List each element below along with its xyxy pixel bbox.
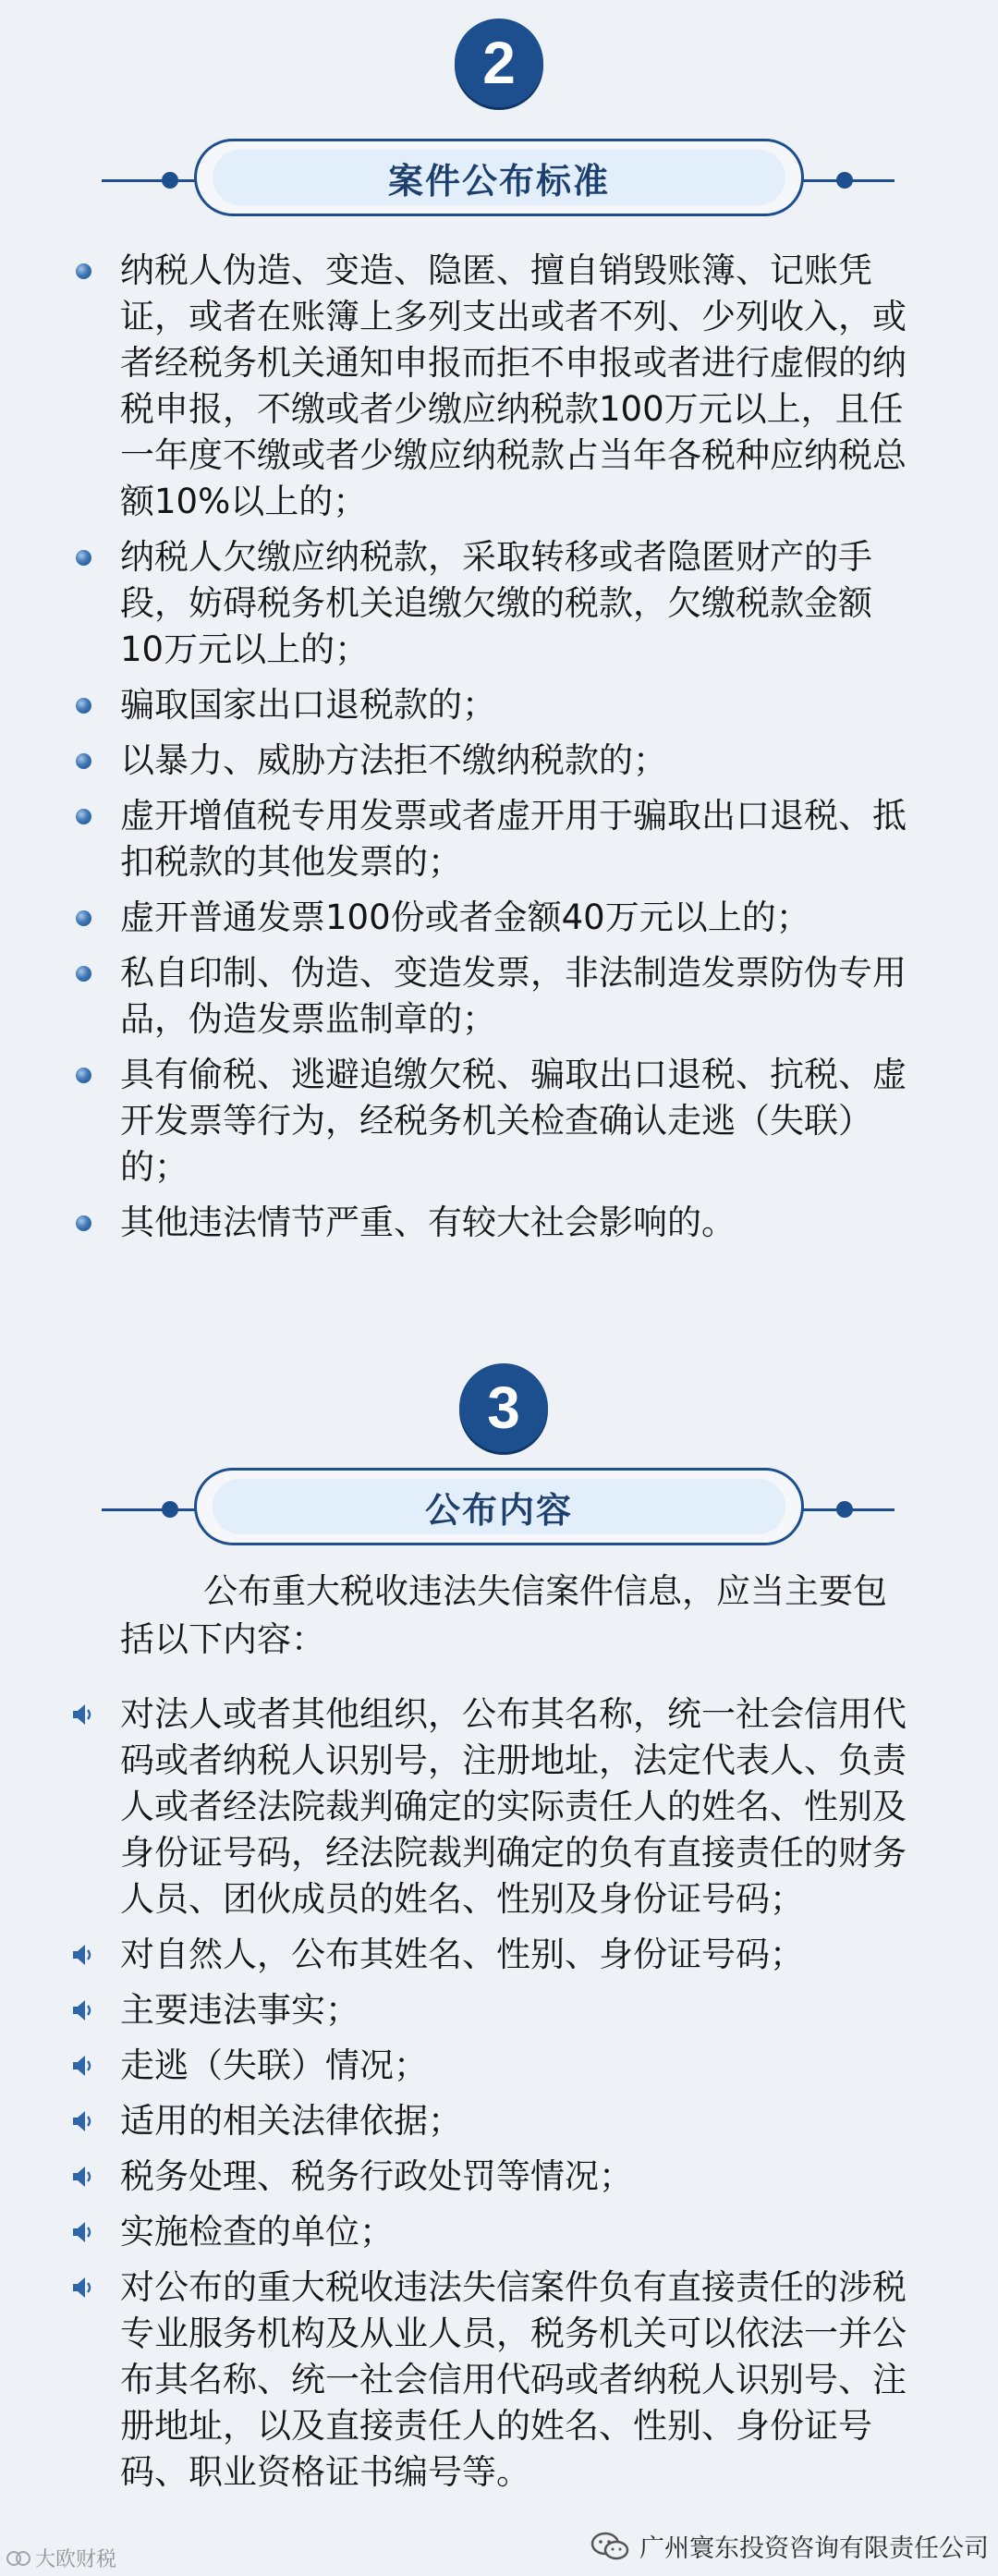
watermark-logo-icon [6, 2548, 31, 2569]
list-item [120, 2154, 915, 2200]
watermark-text: 大欧财税 [35, 2548, 117, 2571]
list-item-text: 其他违法情节严重、有较大社会影响的。 [120, 1203, 736, 1242]
dot-bullet-icon [76, 263, 91, 279]
speaker-bullet-icon [72, 1998, 94, 2022]
list-item-text: 对自然人，公布其姓名、性别、身份证号码； [120, 1935, 804, 1974]
wechat-icon [590, 2530, 630, 2563]
content-list [120, 1691, 915, 2505]
list-item-text: 走逃（失联）情况； [120, 2045, 428, 2085]
dot-bullet-icon [76, 966, 91, 982]
account-name: 广州寰东投资咨询有限责任公司 [639, 2534, 989, 2563]
section-title-banner [0, 139, 998, 222]
list-item-text: 纳税人伪造、变造、隐匿、擅自销毁账簿、记账凭证，或者在账簿上多列支出或者不列、少列收入，或者经税务机关通知申报而拒不申报或者进行虚假的纳税申报，不缴或者少缴应纳税款100万元以上，且任一年度不缴或者少缴应纳税款占当年各税种应纳税总额10%以上的； [120, 250, 907, 521]
dot-bullet-icon [76, 698, 91, 714]
section-number-badge [455, 18, 543, 107]
banner-dot-left [162, 172, 178, 189]
list-item-text: 纳税人欠缴应纳税款，采取转移或者隐匿财产的手段，妨碍税务机关追缴欠缴的税款，欠缴税款金额10万元以上的； [120, 537, 872, 669]
banner-dot-right [836, 1501, 853, 1518]
list-item-text: 虚开增值税专用发票或者虚开用于骗取出口退税、抵扣税款的其他发票的； [120, 796, 907, 882]
dot-bullet-icon [76, 753, 91, 769]
list-item-text: 对法人或者其他组织，公布其名称，统一社会信用代码或者纳税人识别号，注册地址，法定代表人、负责人或者经法院裁判确定的实际责任人的姓名、性别及身份证号码，经法院裁判确定的负有直接责任的财务人员、团伙成员的姓名、性别及身份证号码； [120, 1694, 907, 1919]
section-title-banner [0, 1468, 998, 1551]
list-item-text: 主要违法事实； [120, 1990, 359, 2030]
speaker-bullet-icon [72, 2276, 94, 2300]
list-item [120, 1052, 915, 1190]
section-intro: 公布重大税收违法失信案件信息，应当主要包括以下内容： [120, 1571, 887, 1659]
section-title: 公布内容 [213, 1479, 785, 1534]
banner-line-left [102, 1508, 196, 1511]
dot-bullet-icon [76, 1215, 91, 1231]
section-title: 案件公布标准 [213, 150, 785, 205]
account-attribution [590, 2528, 989, 2564]
list-item [120, 1932, 915, 1978]
list-item [120, 682, 915, 728]
section-number: 2 [482, 30, 516, 96]
list-item [120, 2043, 915, 2089]
list-item [120, 1691, 915, 1923]
list-item-text: 适用的相关法律依据； [120, 2101, 462, 2141]
banner-dot-right [836, 172, 853, 189]
list-item [120, 248, 915, 525]
dot-bullet-icon [76, 550, 91, 566]
banner-dot-left [162, 1501, 178, 1518]
list-item [120, 2265, 915, 2496]
list-item [120, 534, 915, 673]
list-item [120, 793, 915, 885]
speaker-bullet-icon [72, 2165, 94, 2189]
section-number: 3 [487, 1374, 520, 1441]
list-item [120, 2209, 915, 2255]
criteria-list [120, 248, 915, 1255]
speaker-bullet-icon [72, 1943, 94, 1967]
speaker-bullet-icon [72, 1703, 94, 1727]
list-item-text: 私自印制、伪造、变造发票，非法制造发票防伪专用品，伪造发票监制章的； [120, 953, 907, 1039]
dot-bullet-icon [76, 809, 91, 824]
list-item [120, 1200, 915, 1246]
list-item [120, 738, 915, 784]
list-item-text: 以暴力、威胁方法拒不缴纳税款的； [120, 740, 667, 780]
speaker-bullet-icon [72, 2054, 94, 2078]
section-number-badge [459, 1363, 548, 1452]
list-item [120, 2098, 915, 2144]
list-item-text: 税务处理、税务行政处罚等情况； [120, 2156, 633, 2196]
list-item-text: 骗取国家出口退税款的； [120, 685, 496, 725]
speaker-bullet-icon [72, 2220, 94, 2244]
list-item [120, 1987, 915, 2033]
list-item-text: 对公布的重大税收违法失信案件负有直接责任的涉税专业服务机构及从业人员，税务机关可以依法一并公布其名称、统一社会信用代码或者纳税人识别号、注册地址，以及直接责任人的姓名、性别、身份证号码、职业资格证书编号等。 [120, 2267, 907, 2492]
watermark [6, 2544, 116, 2572]
list-item-text: 具有偷税、逃避追缴欠税、骗取出口退税、抗税、虚开发票等行为，经税务机关检查确认走逃（失联）的； [120, 1055, 907, 1187]
dot-bullet-icon [76, 910, 91, 926]
speaker-bullet-icon [72, 2109, 94, 2133]
banner-line-left [102, 179, 196, 182]
list-item-text: 虚开普通发票100份或者金额40万元以上的； [120, 897, 810, 937]
dot-bullet-icon [76, 1068, 91, 1083]
list-item [120, 895, 915, 941]
list-item [120, 950, 915, 1043]
list-item-text: 实施检查的单位； [120, 2212, 394, 2252]
